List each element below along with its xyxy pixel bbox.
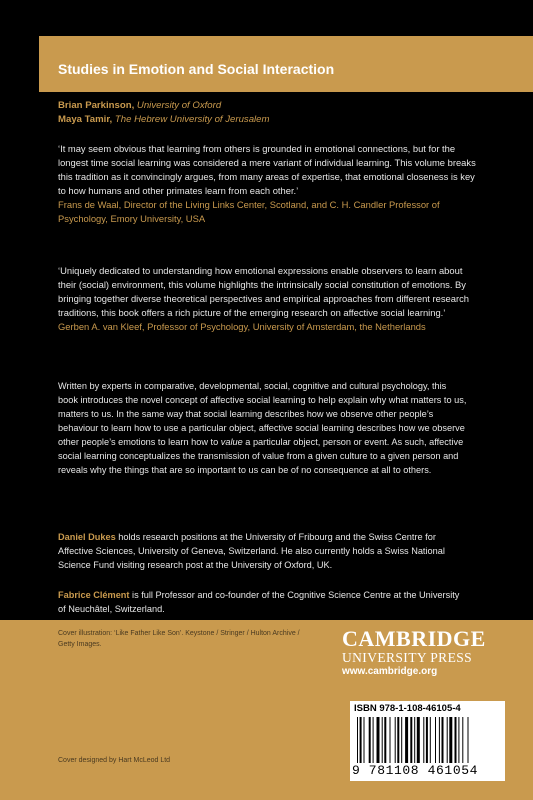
- barcode-bar: [423, 717, 424, 763]
- author-name: Fabrice Clément: [58, 590, 130, 600]
- book-description: [58, 379, 468, 477]
- barcode-bar: [426, 717, 428, 763]
- editor-affiliation: The Hebrew University of Jerusalem: [114, 114, 270, 125]
- barcode-bar: [442, 717, 444, 763]
- barcode-bar: [455, 717, 457, 763]
- barcode-bar: [435, 717, 436, 763]
- publisher-name: CAMBRIDGE: [342, 626, 486, 651]
- publisher-logo: [342, 628, 502, 679]
- barcode-bar: [384, 717, 386, 763]
- barcode-icon: [356, 717, 499, 763]
- barcode-bar: [397, 717, 399, 763]
- editor-name: Brian Parkinson,: [58, 100, 135, 111]
- barcode-bar: [458, 717, 459, 763]
- barcode-bar: [405, 717, 408, 763]
- endorsement-quote: [58, 142, 478, 226]
- barcode-bar: [462, 717, 463, 763]
- barcode-bar: [357, 717, 358, 763]
- quote-text: ‘Uniquely dedicated to understanding how emotional expressions enable observers to learn about their (social) environment, this volume highlights the intrinsically social constitution of emotions. By bringing together diverse theoretical perspectives and empirical approaches from different research traditions, this book offers a rich picture of the emerging research on affective social learning.’: [58, 265, 469, 318]
- author-bio-text: is full Professor and co-founder of the Cognitive Science Centre at the University of Neuchâtel, Switzerland.: [58, 590, 460, 614]
- series-banner: [39, 36, 533, 92]
- top-band: [0, 0, 533, 36]
- barcode-bar: [364, 717, 365, 763]
- barcode-bar: [390, 717, 391, 763]
- cover-design-credit: Cover designed by Hart McLeod Ltd: [58, 757, 171, 764]
- quote-attribution: Gerben A. van Kleef, Professor of Psychology, University of Amsterdam, the Netherlands: [58, 321, 426, 332]
- barcode-bar: [410, 717, 412, 763]
- cover-illustration-credit: Cover illustration: ‘Like Father Like Son’. Keystone / Stringer / Hulton Archive / Getty Images.: [58, 630, 300, 648]
- barcode-bar: [377, 717, 380, 763]
- series-title: Studies in Emotion and Social Interaction: [58, 61, 335, 77]
- publisher-url: www.cambridge.org: [342, 666, 438, 677]
- author-bio-text: holds research positions at the University of Fribourg and the Swiss Centre for Affective Sciences, University of Geneva, Switzerland. He also currently holds a Swiss National Science Fund visiting research post at the University of Oxford, UK.: [58, 532, 445, 570]
- quote-text: ‘It may seem obvious that learning from others is grounded in emotional connections, but for the longest time social learning was considered a mere variant of individual learning. This volume breaks this tradition as it convincingly argues, from many areas of expertise, that emotional closeness is key to how humans and other primates learn from each other.’: [58, 143, 476, 196]
- barcode-bar: [439, 717, 440, 763]
- editor-affiliation: University of Oxford: [136, 100, 222, 111]
- barcode-bar: [417, 717, 420, 763]
- barcode-bar: [395, 717, 396, 763]
- description-text: Written by experts in comparative, developmental, social, cognitive and cultural psychology, this book introduces the novel concept of affective social learning to help explain why what matters to us, matters to us. In the same way that social learning describes how we observe other people’s behaviour to learn how to use a particular object, affective social learning describes how we observe other people’s emotions to learn how to: [58, 381, 467, 447]
- publisher-press: UNIVERSITY PRESS: [342, 650, 473, 665]
- editor-line: [58, 113, 270, 127]
- description-text: a particular object, person or event. As such, affective social learning conceptualizes the transmission of value from a given culture to a given person and reveals why the things that are so important to us can be of no consequence at all to others.: [58, 437, 464, 475]
- series-editors: [58, 99, 270, 127]
- barcode-bar: [373, 717, 374, 763]
- barcode-bar: [468, 717, 469, 763]
- barcode-bar: [414, 717, 415, 763]
- author-bio: [58, 588, 468, 616]
- barcode-bar: [430, 717, 431, 763]
- barcode-digits: 9 781108 461054: [352, 763, 479, 778]
- barcode-bar: [369, 717, 371, 763]
- isbn-barcode: [350, 701, 505, 781]
- barcode-bar: [360, 717, 362, 763]
- endorsement-quote: [58, 264, 478, 334]
- editor-line: [58, 99, 270, 113]
- editor-name: Maya Tamir,: [58, 114, 113, 125]
- barcode-bar: [447, 717, 448, 763]
- isbn-label: ISBN 978-1-108-46105-4: [354, 703, 461, 714]
- barcode-bar: [401, 717, 402, 763]
- author-bio: [58, 530, 468, 572]
- author-name: Daniel Dukes: [58, 532, 116, 542]
- description-emphasis: value: [220, 437, 243, 447]
- quote-attribution: Frans de Waal, Director of the Living Links Center, Scotland, and C. H. Candler Professor of Psychology, Emory University, USA: [58, 199, 440, 224]
- barcode-bar: [449, 717, 452, 763]
- barcode-bar: [382, 717, 383, 763]
